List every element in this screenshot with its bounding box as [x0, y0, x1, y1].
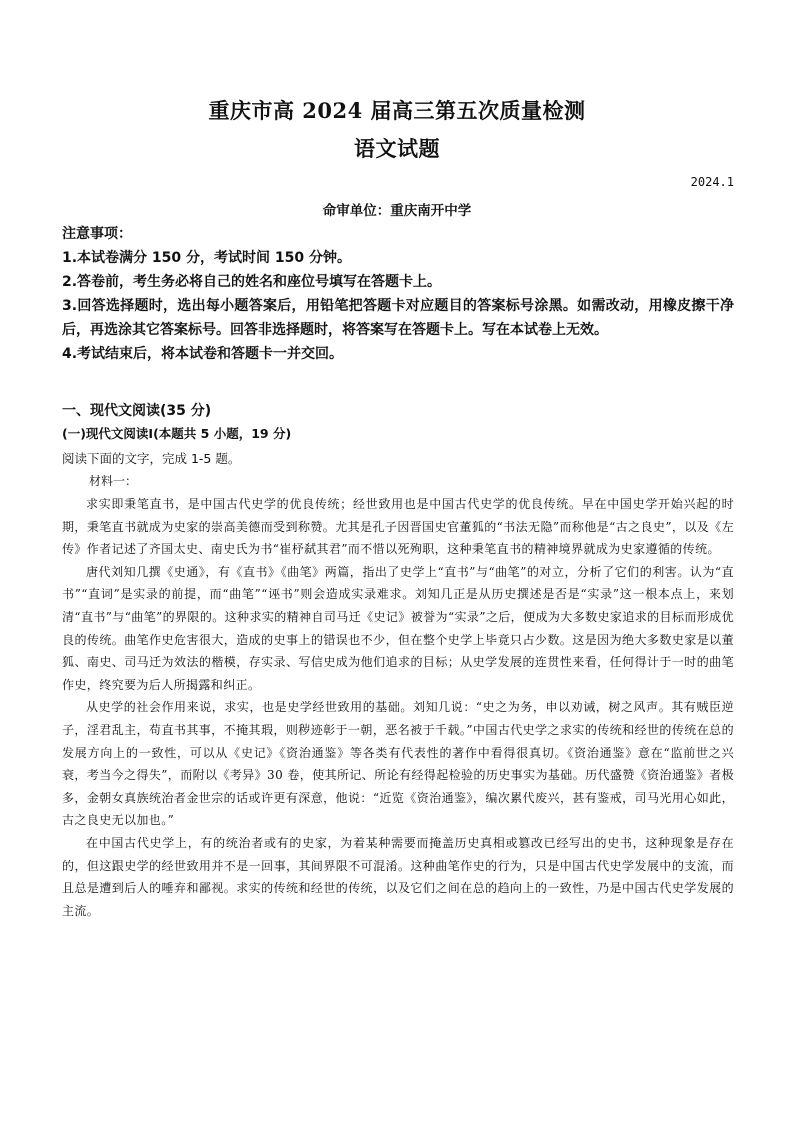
passage-paragraph: 从史学的社会作用来说，求实，也是史学经世致用的基础。刘知几说：“史之为务，申以劝诫，树之风声。其有贼臣逆子，淫君乱主，苟直书其事，不掩其瑕，则秽迹彰于一朝，恶名被于千载。”中国古代史学之求实的传统和经世的传统在总的发展方向上的一致性，可以从《史记》《资治通鉴》等各类有代表性的著作中看得很真切。《资治通鉴》意在“监前世之兴衰，考当今之得失”，而附以《考异》30 卷，使其所记、所论有经得起检验的历史事实为基础。历代盛赞《资治通鉴》者极多，金朝女真族统治者金世宗的话或许更有深意，他说：“近览《资治通鉴》，编次累代废兴，甚有鉴戒，司马光用心如此，古之良史无以加也。” — [62, 700, 734, 828]
notice-item: 4.考试结束后，将本试卷和答题卡一并交回。 — [62, 346, 344, 362]
material-label: 材料一： — [89, 474, 138, 488]
notice-item: 2.答卷前，考生务必将自己的姓名和座位号填写在答题卡上。 — [62, 274, 442, 290]
passage-paragraph: 唐代刘知几撰《史通》，有《直书》《曲笔》两篇，指出了史学上“直书”与“曲笔”的对立，分析了它们的利害。认为“直书”“直词”是实录的前提，而“曲笔”“诬书”则会造成实录难求。刘知几正是从历史撰述是否是“实录”这一根本点上，来划清“直书”与“曲笔”的界限的。这种求实的精神自司马迁《史记》被誉为“实录”之后，便成为大多数史家追求的目标而形成优良的传统。曲笔作史危害很大，造成的史事上的错误也不少，但在整个史学上毕竟只占少数。这是因为绝大多数史家是以董狐、南史、司马迁为效法的楷模，存实录、写信史成为他们追求的目标；从史学发展的连贯性来看，任何得计于一时的曲笔作史，终究要为后人所揭露和纠正。 — [62, 564, 734, 692]
subsection-title: (一)现代文阅读Ⅰ(本题共 5 小题，19 分) — [62, 426, 292, 441]
notice-heading: 注意事项： — [62, 226, 132, 242]
notice-block — [62, 222, 734, 366]
setter-unit: 命审单位：重庆南开中学 — [322, 203, 472, 219]
passage-paragraph: 在中国古代史学上，有的统治者或有的史家，为着某种需要而掩盖历史真相或篡改已经写出的史书，这种现象是存在的，但这跟史学的经世致用并不是一回事，其间界限不可混淆。这种曲笔作史的行为，只是中国古代史学发展中的支流，而且总是遭到后人的唾弃和鄙视。求实的传统和经世的传统，以及它们之间在总的趋向上的一致性，乃是中国古代史学发展的主流。 — [62, 835, 734, 918]
notice-item: 1.本试卷满分 150 分，考试时间 150 分钟。 — [62, 250, 352, 266]
exam-date: 2024.1 — [690, 175, 734, 189]
notice-item: 3.回答选择题时，选出每小题答案后，用铅笔把答题卡对应题目的答案标号涂黑。如需改动，用橡皮擦干净后，再选涂其它答案标号。回答非选择题时，将答案写在答题卡上。写在本试卷上无效。 — [62, 298, 734, 338]
reading-passage — [62, 493, 734, 922]
exam-subject: 语文试题 — [354, 136, 440, 161]
reading-instruction: 阅读下面的文字，完成 1-5 题。 — [62, 451, 241, 466]
section-title: 一、现代文阅读(35 分) — [62, 403, 212, 419]
exam-title: 重庆市高 2024 届高三第五次质量检测 — [208, 98, 586, 123]
passage-paragraph: 求实即秉笔直书，是中国古代史学的优良传统；经世致用也是中国古代史学的优良传统。早在中国史学开始兴起的时期，秉笔直书就成为史家的崇高美德而受到称赞。尤其是孔子因晋国史官董狐的“书法无隐”而称他是“古之良史”，以及《左传》作者记述了齐国太史、南史氏为书“崔杼弑其君”而不惜以死殉职，这种秉笔直书的精神境界就成为史家遵循的传统。 — [62, 497, 734, 557]
